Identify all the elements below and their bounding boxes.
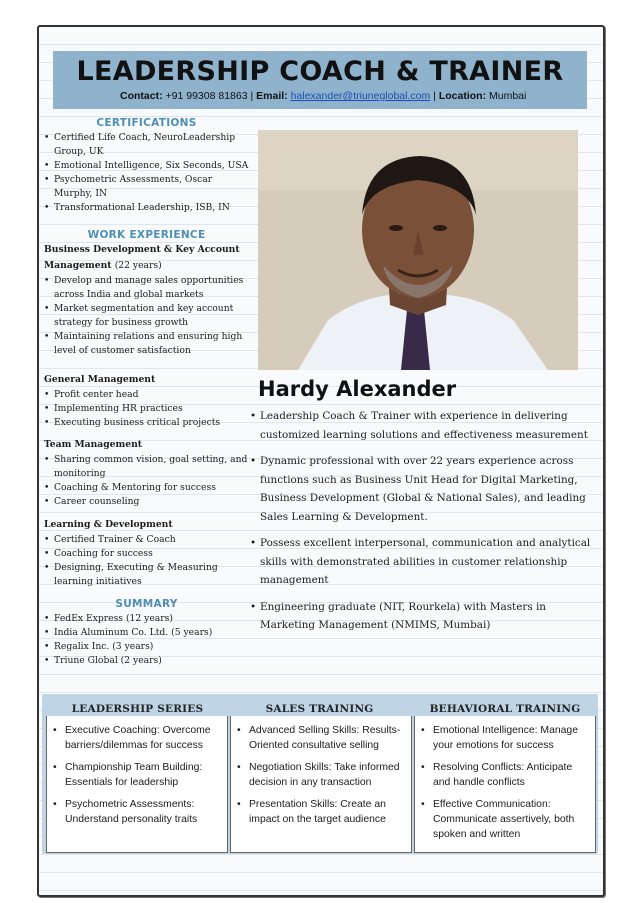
location-label: Location:: [438, 90, 487, 102]
summary-heading: SUMMARY: [115, 598, 178, 610]
list-item: • Designing, Executing & Measuring learning initiatives: [44, 561, 249, 589]
list-item: • Emotional Intelligence, Six Seconds, USA: [44, 159, 249, 173]
group-years: (22 years): [114, 260, 162, 271]
profile-bio: [250, 407, 592, 643]
certifications-section: [44, 131, 249, 215]
list-item: • Psychometric Assessments, Oscar Murphy, IN: [44, 173, 249, 201]
behavioral-training-heading: BEHAVIORAL TRAINING: [429, 703, 581, 715]
list-item: • India Aluminum Co. Ltd. (5 years): [44, 626, 249, 640]
list-item: • Implementing HR practices: [44, 402, 249, 416]
list-item: • Negotiation Skills: Take informed decision in any transaction: [237, 760, 405, 790]
work-group-title: Learning & Development: [44, 519, 173, 530]
work-group-general-management: [44, 372, 249, 430]
portrait-illustration: [258, 130, 578, 370]
bio-item: • Possess excellent interpersonal, communication and analytical skills with demonstrated abilities in customer relationship management: [250, 534, 592, 590]
separator: |: [250, 90, 254, 102]
list-item: • Coaching & Mentoring for success: [44, 481, 249, 495]
location-value: Mumbai: [489, 90, 527, 102]
contact-label: Contact:: [120, 90, 163, 102]
page-title: LEADERSHIP COACH & TRAINER: [76, 56, 564, 87]
list-item: • Maintaining relations and ensuring high level of customer satisfaction: [44, 330, 249, 358]
bio-item: • Engineering graduate (NIT, Rourkela) with Masters in Marketing Management (NMIMS, Mumbai): [250, 598, 592, 635]
list-item: • Triune Global (2 years): [44, 654, 249, 668]
list-item: • Regalix Inc. (3 years): [44, 640, 249, 654]
bio-item: • Dynamic professional with over 22 years experience across functions such as Business Unit Head for Digital Marketing, Business Development (Global & National Sales), and leading Sales Learning & Development.: [250, 452, 592, 526]
list-item: • Psychometric Assessments: Understand personality traits: [53, 797, 221, 827]
work-group-business-development: [44, 242, 249, 358]
profile-photo: [258, 130, 578, 370]
list-item: • Emotional Intelligence: Manage your emotions for success: [421, 723, 589, 753]
certifications-heading: CERTIFICATIONS: [96, 117, 197, 129]
group-title-text: Business Development & Key Account Management: [44, 244, 240, 271]
contact-phone: +91 99308 81863: [165, 90, 248, 102]
list-item: • Resolving Conflicts: Anticipate and handle conflicts: [421, 760, 589, 790]
list-item: • Coaching for success: [44, 547, 249, 561]
list-item: • Profit center head: [44, 388, 249, 402]
bio-item: • Leadership Coach & Trainer with experience in delivering customized learning solutions and effectiveness measurement: [250, 407, 592, 444]
list-item: • Championship Team Building: Essentials for leadership: [53, 760, 221, 790]
email-label: Email:: [256, 90, 288, 102]
list-item: • Certified Life Coach, NeuroLeadership Group, UK: [44, 131, 249, 159]
leadership-series-heading: LEADERSHIP SERIES: [71, 703, 204, 715]
list-item: • Effective Communication: Communicate assertively, both spoken and written: [421, 797, 589, 842]
list-item: • Certified Trainer & Coach: [44, 533, 249, 547]
work-experience-heading: WORK EXPERIENCE: [87, 229, 206, 241]
work-group-title: General Management: [44, 374, 156, 385]
list-item: • Market segmentation and key account strategy for business growth: [44, 302, 249, 330]
sales-training-list: [237, 723, 405, 834]
leadership-series-list: [53, 723, 221, 834]
summary-section: [44, 612, 249, 668]
list-item: • Transformational Leadership, ISB, IN: [44, 201, 249, 215]
behavioral-training-list: [421, 723, 589, 849]
list-item: • Advanced Selling Skills: Results-Oriented consultative selling: [237, 723, 405, 753]
list-item: • FedEx Express (12 years): [44, 612, 249, 626]
work-group-title: Team Management: [44, 439, 143, 450]
list-item: • Executing business critical projects: [44, 416, 249, 430]
sales-training-heading: SALES TRAINING: [265, 703, 374, 715]
email-link[interactable]: halexander@triuneglobal.com: [290, 90, 431, 102]
work-group-team-management: [44, 437, 249, 509]
list-item: • Executive Coaching: Overcome barriers/dilemmas for success: [53, 723, 221, 753]
profile-name: Hardy Alexander: [258, 377, 457, 401]
list-item: • Career counseling: [44, 495, 249, 509]
list-item: • Presentation Skills: Create an impact on the target audience: [237, 797, 405, 827]
work-group-title: [44, 242, 249, 274]
list-item: • Sharing common vision, goal setting, and monitoring: [44, 453, 249, 481]
list-item: • Develop and manage sales opportunities across India and global markets: [44, 274, 249, 302]
separator: |: [433, 90, 436, 102]
contact-line: [120, 90, 590, 102]
work-group-learning-development: [44, 517, 249, 589]
